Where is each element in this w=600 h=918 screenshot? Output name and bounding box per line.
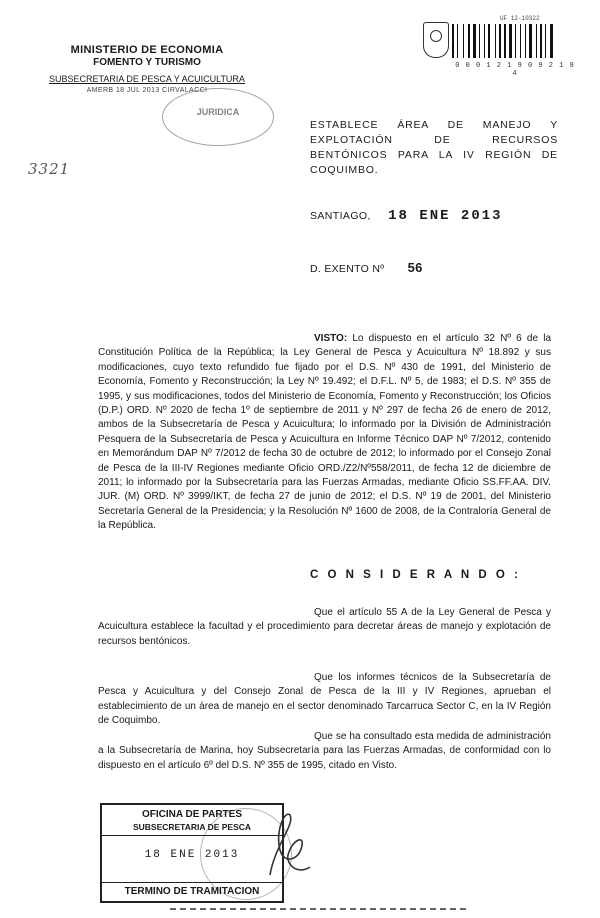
barcode-bar (465, 24, 467, 58)
barcode-bar (477, 24, 478, 58)
considerando-heading: C O N S I D E R A N D O : (310, 569, 521, 581)
barcode-bar (471, 24, 472, 58)
place: SANTIAGO, (310, 210, 371, 222)
stamp-date: 18 ENE 2013 (144, 849, 240, 861)
barcode (452, 24, 572, 58)
seal-text: JURIDICA (196, 107, 240, 117)
decree-subject: ESTABLECE ÁREA DE MANEJO Y EXPLOTACIÓN DE RECURSOS BENTÓNICOS PARA LA IV REGIÓN DE COQUIMBO. (310, 119, 558, 176)
barcode-bar (520, 24, 521, 58)
barcode-bar (547, 24, 549, 58)
barcode-bar (522, 24, 524, 58)
ministry-name: MINISTERIO DE ECONOMIA (70, 44, 224, 56)
barcode-bar (502, 24, 503, 58)
footer-line (170, 908, 470, 910)
barcode-bar (517, 24, 519, 58)
considerando-paragraph-2: Que los informes técnicos de la Subsecretaría de Pesca y Acuicultura y del Consejo Zonal de Pesca de la III y IV Regiones, aprueban el establecimiento de un área de manejo en el sector denominado Tarcarruca Sector C, en la IV Región de Coquimbo. (98, 672, 551, 727)
decree-number-line (310, 260, 423, 275)
place-date (310, 208, 503, 224)
barcode-bar (479, 24, 480, 58)
juridica-seal (162, 88, 274, 146)
barcode-bar (455, 24, 456, 58)
letterhead (42, 44, 252, 94)
barcode-bar (504, 24, 506, 58)
barcode-bar (538, 24, 539, 58)
barcode-bar (491, 24, 494, 58)
stamp-status: TERMINO DE TRAMITACION (102, 882, 282, 897)
ministry-name-line2: FOMENTO Y TURISMO (93, 57, 201, 68)
barcode-bar (495, 24, 496, 58)
considerando-paragraph-3: Que se ha consultado esta medida de administración a la Subsecretaría de Marina, hoy Subsecretaría para las Fuerzas Armadas, de conformidad con lo dispuesto en el artículo 6º del D.S. Nº 355 de 1995, citado en Visto. (98, 731, 551, 771)
barcode-bar (513, 24, 514, 58)
barcode-bar (452, 24, 454, 58)
undersecretariat-name: SUBSECRETARIA DE PESCA Y ACUICULTURA (49, 74, 245, 84)
barcode-bar (473, 24, 476, 58)
barcode-number: 0 0 0 1 2 1 9 0 9 2 1 8 4 (455, 62, 575, 78)
barcode-bar (463, 24, 464, 58)
barcode-bar (507, 24, 508, 58)
barcode-bar (459, 24, 462, 58)
decree-date: 18 ENE 2013 (388, 208, 503, 224)
barcode-bar (515, 24, 516, 58)
crest-icon (423, 22, 449, 58)
barcode-bar (550, 24, 553, 58)
barcode-bar (499, 24, 501, 58)
barcode-top-text: UF 12-10322 (500, 15, 540, 22)
stamp-office: OFICINA DE PARTES (141, 809, 242, 820)
visto-label: VISTO: (314, 333, 348, 344)
decree-number: 56 (407, 260, 423, 275)
barcode-bar (484, 24, 485, 58)
barcode-bar (468, 24, 470, 58)
barcode-bar (486, 24, 487, 58)
considerando-paragraph-1: Que el artículo 55 A de la Ley General de Pesca y Acuicultura establece la facultad y el procedimiento para decretar áreas de manejo y explotación de recursos bentónicos. (98, 607, 551, 647)
visto-paragraph (98, 332, 551, 534)
stamp-subsecretaria: SUBSECRETARIA DE PESCA (102, 822, 282, 836)
barcode-bar (529, 24, 532, 58)
office-line: AMERB 18 JUL 2013 CIRVALACCI (86, 87, 208, 94)
barcode-bar (533, 24, 535, 58)
barcode-bar (488, 24, 490, 58)
barcode-bar (540, 24, 542, 58)
barcode-bar (457, 24, 458, 58)
barcode-bar (554, 24, 555, 58)
barcode-bar (545, 24, 546, 58)
barcode-bar (536, 24, 537, 58)
visto-text: Lo dispuesto en el artículo 32 Nº 6 de la Constitución Política de la República; la Ley General de Pesca y Acuicultura Nº 18.892 y sus modificaciones, cuyo texto refundido fue fijado por el D.S. Nº 430 de 1991, del Ministerio de Economía, Fomento y Reconstrucción; la Ley Nº 19.492; el D.F.L. Nº 5, de 1983; el D.S. Nº 355 de 1995, y sus modificaciones, todos del Ministerio de Economía, Fomento y Reconstrucción; los Oficios (D.P.) ORD. Nº 2020 de fecha 1º de septiembre de 2011 y Nº 297 de fecha 26 de enero de 2012, ambos de la Subsecretaría de Pesca y Acuicultura; lo informado por la División de Administración Pesquera de la Subsecretaría de Pesca y Acuicultura en Informe Técnico DAP Nº 7/2012, contenido en Memorándum DAP Nº 7/2012 de fecha 30 de octubre de 2012; lo informado por el Consejo Zonal de Pesca de la III-IV Regiones mediante Oficio ORD./Z2/Nº558/2011, de fecha 12 de diciembre de 2011; lo informado por la Subsecretaría para las Fuerzas Armadas, mediante Oficio SS.FF.AA. DIV. JUR. (M) ORD. Nº 3999/IKT, de fecha 27 de junio de 2012; el D.S. Nº 19 de 2001, del Ministerio Secretaría General de la Presidencia; y la Resolución Nº 1600 de 2008, de la Contraloría General de la República. (98, 333, 552, 532)
decree-label: D. EXENTO Nº (310, 263, 385, 275)
barcode-bar (527, 24, 528, 58)
barcode-bar (543, 24, 544, 58)
handwritten-margin-number: 3321 (28, 160, 71, 178)
barcode-bar (525, 24, 526, 58)
signature (240, 805, 320, 885)
barcode-bar (497, 24, 498, 58)
barcode-bar (509, 24, 512, 58)
barcode-bar (481, 24, 483, 58)
